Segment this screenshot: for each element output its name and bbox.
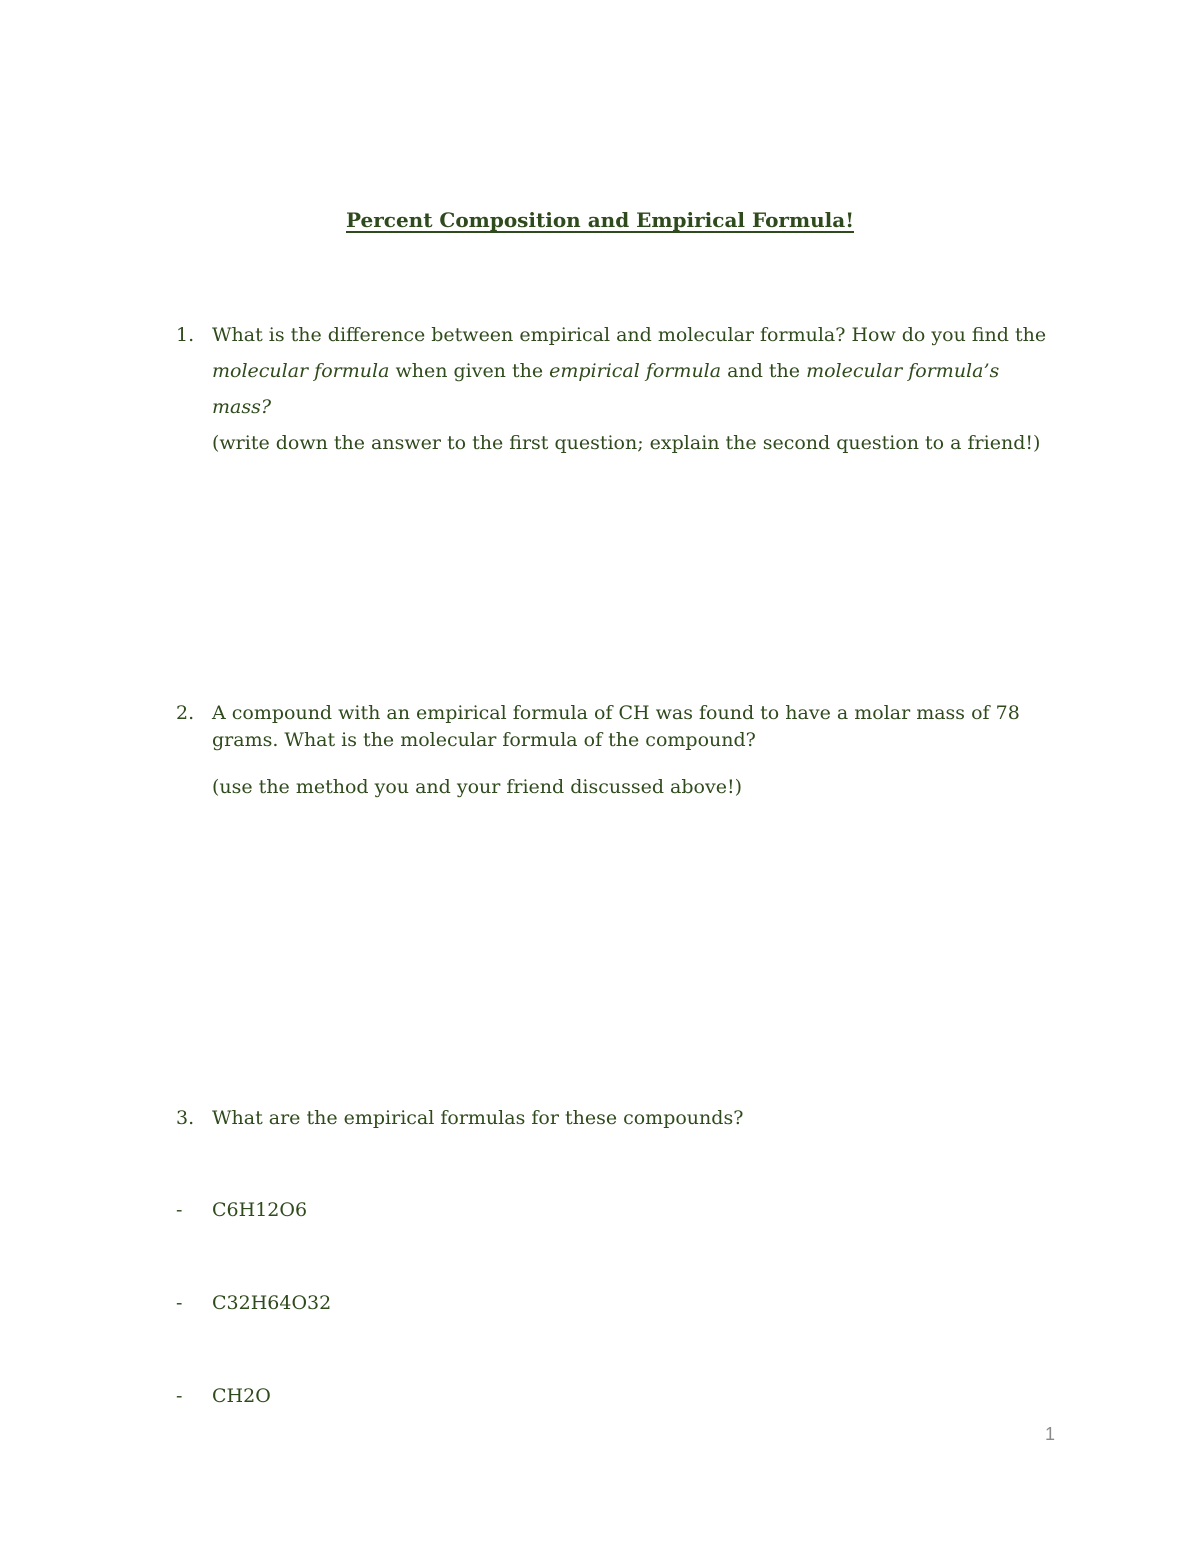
question-text-part: What is the difference between empirical and molecular formula? How do you find the [212,324,1047,346]
list-dash: - [176,1292,183,1314]
compound-formula: C32H64O32 [212,1292,332,1314]
list-dash: - [176,1385,183,1407]
question-number: 1. [176,324,195,346]
question-text-part: when given the [389,360,550,382]
question-note: (write down the answer to the first question; explain the second question to a friend!) [212,432,1041,454]
compound-item [176,1285,331,1321]
question-2 [176,700,1056,801]
compound-formula: CH2O [212,1385,271,1407]
question-number: 3. [176,1107,195,1129]
page-number: 1 [1045,1424,1056,1444]
question-text-part: and the [721,360,807,382]
question-text-emphasis: empirical formula [549,360,722,382]
list-dash: - [176,1199,183,1221]
question-note: (use the method you and your friend discussed above!) [212,776,743,798]
question-number: 2. [176,702,195,724]
compound-formula: C6H12O6 [212,1199,308,1221]
question-text: What are the empirical formulas for these compounds? [212,1107,744,1129]
compound-item [176,1192,307,1228]
compound-item [176,1378,271,1414]
question-text-emphasis: molecular formula [212,360,390,382]
question-text [212,317,1056,461]
question-3 [176,1100,1056,1136]
question-1 [176,317,1056,461]
question-text [212,700,1056,801]
document-title: Percent Composition and Empirical Formula! [346,208,854,232]
question-text-part: A compound with an empirical formula of CH was found to have a molar mass of 78 grams. What is the molecular formula of the compound? [212,702,1020,751]
question-text-emphasis: molecular formula’s mass? [212,360,1000,418]
